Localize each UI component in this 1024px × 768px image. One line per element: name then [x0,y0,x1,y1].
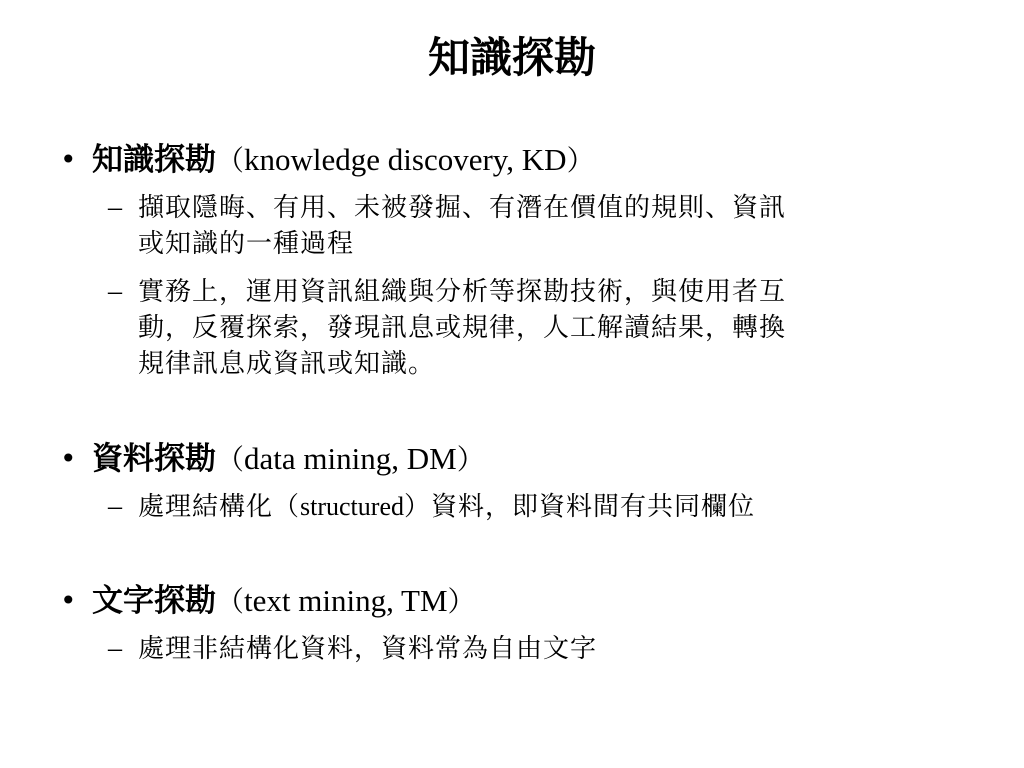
bullet-text [92,579,476,624]
sub-line: 實務上，運用資訊組織與分析等探勘技術，與使用者互 [138,277,787,307]
bullet-text [92,138,595,183]
heading-cjk: 知識探勘 [92,142,216,178]
heading-cjk: 資料探勘 [92,441,216,477]
heading-cjk: 文字探勘 [92,583,216,619]
sub-line: 處理非結構化資料，資料常為自由文字 [138,634,598,664]
heading-en: knowledge discovery, KD [244,142,567,177]
open-paren: （ [216,443,245,476]
sub-text-post: ）資料，即資料間有共同欄位 [403,492,755,522]
sub-line: 規律訊息成資訊或知識。 [138,349,436,379]
sub-item-tm-definition [108,631,968,669]
slide-title: 知識探勘 [427,33,596,82]
sub-line: 或知識的一種過程 [138,229,355,259]
sub-item-dm-definition [108,489,968,527]
sub-line: 擷取隱晦、有用、未被發掘、有潛在價值的規則、資訊 [138,193,787,223]
heading-en: data mining, DM [244,441,457,476]
sub-item-kd-practice [108,274,968,386]
heading-en: text mining, TM [244,583,448,618]
sub-dash: – [108,491,122,522]
bullet-dot: • [60,442,77,475]
sub-dash: – [108,276,122,307]
sub-line: 動，反覆探索，發現訊息或規律，人工解讀結果，轉換 [138,313,787,343]
close-paren: ） [447,585,476,618]
sub-text [138,190,960,262]
open-paren: （ [216,585,245,618]
sub-text-en: structured [300,492,404,521]
sub-item-kd-definition [108,190,968,266]
bullet-dot: • [60,584,77,617]
sub-dash: – [108,633,122,664]
close-paren: ） [456,443,485,476]
sub-dash: – [108,192,122,223]
sub-text [138,631,960,667]
close-paren: ） [566,144,595,177]
open-paren: （ [216,144,245,177]
sub-text-pre: 處理結構化（ [138,492,301,522]
bullet-dot: • [60,143,77,176]
sub-text [138,489,960,525]
sub-text [138,274,960,382]
bullet-text [92,437,485,482]
sub-line [138,489,960,525]
